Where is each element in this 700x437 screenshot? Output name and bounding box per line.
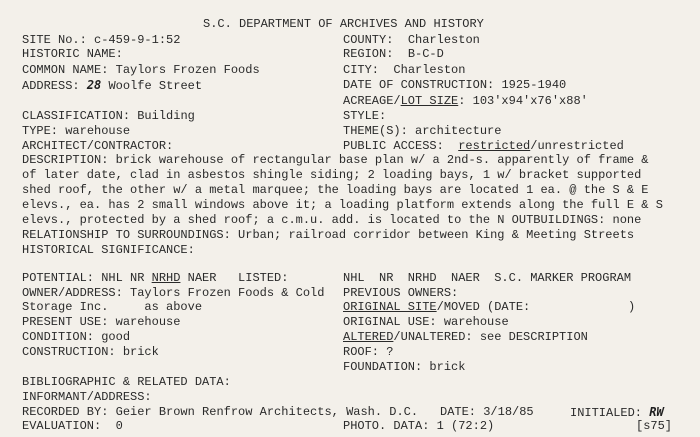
roof-value: ?: [386, 345, 394, 359]
common-name-label: COMMON NAME:: [22, 63, 109, 77]
city-label: CITY:: [343, 63, 380, 77]
initialed-field: [570, 405, 664, 420]
historical-significance-label: HISTORICAL SIGNIFICANCE:: [22, 243, 195, 257]
city-field: [343, 63, 465, 77]
county-value: Charleston: [407, 33, 480, 47]
address-number: 28: [86, 78, 102, 92]
owner-line2: Storage Inc. as above: [22, 300, 203, 314]
address-field: [22, 78, 202, 93]
photo-data-label: PHOTO. DATA:: [343, 419, 430, 433]
description-line: shed roof, the other w/ a metal marquee; the loading bays are located 1 ea. @ the S & E: [22, 183, 649, 197]
construction-value: brick: [122, 345, 159, 359]
acreage-colon: :: [458, 94, 466, 108]
initialed-value: RW: [649, 405, 664, 419]
present-use-value: warehouse: [115, 315, 181, 329]
owner-line1: Taylors Frozen Foods & Cold: [130, 286, 325, 300]
description-line: elevs., protected by a shed roof; a c.m.u. add. is located to the N OUTBUILDINGS: none: [22, 213, 642, 227]
county-field: [343, 33, 480, 47]
owner-label: OWNER/ADDRESS:: [22, 286, 123, 300]
description-line: DESCRIPTION: brick warehouse of rectangular base plan w/ a 2nd-s. apparently of frame &: [22, 153, 649, 167]
roof-field: [343, 345, 393, 359]
date-value: 3/18/85: [483, 405, 534, 419]
architect-label: ARCHITECT/CONTRACTOR:: [22, 139, 174, 153]
address-street: Woolfe Street: [108, 79, 203, 93]
site-no-value: c-459-9-1:52: [94, 33, 181, 47]
relationship-field: [22, 228, 634, 242]
region-value: B-C-D: [407, 47, 444, 61]
altered-value: see DESCRIPTION: [479, 330, 588, 344]
condition-field: [22, 330, 130, 344]
card-title: S.C. DEPARTMENT OF ARCHIVES AND HISTORY: [203, 17, 484, 31]
themes-value: architecture: [415, 124, 502, 138]
original-site-rest: /MOVED (DATE:: [436, 300, 531, 314]
potential-field: [22, 271, 288, 285]
date-of-construction-label: DATE OF CONSTRUCTION:: [343, 78, 495, 92]
city-value: Charleston: [393, 63, 466, 77]
historical-significance-field: [22, 243, 195, 257]
county-label: COUNTY:: [343, 33, 394, 47]
bibliographic-field: [22, 375, 231, 389]
photo-data-field: [343, 419, 494, 433]
original-site-field: [343, 300, 530, 314]
classification-label: CLASSIFICATION:: [22, 109, 131, 123]
type-field: [22, 124, 130, 138]
style-label: STYLE:: [343, 109, 387, 123]
potential-label: POTENTIAL: NHL NR: [22, 271, 152, 285]
relationship-value: Urban; railroad corridor between King & Meeting Streets: [238, 228, 635, 242]
relationship-label: RELATIONSHIP TO SURROUNDINGS:: [22, 228, 231, 242]
region-label: REGION:: [343, 47, 394, 61]
recorded-by-label: RECORDED BY:: [22, 405, 109, 419]
previous-owners-field: [343, 286, 458, 300]
type-label: TYPE:: [22, 124, 59, 138]
style-field: [343, 109, 386, 123]
present-use-label: PRESENT USE:: [22, 315, 109, 329]
type-value: warehouse: [65, 124, 131, 138]
evaluation-field: [22, 419, 123, 433]
recorded-by-field: [22, 405, 418, 419]
owner-field: [22, 286, 324, 300]
altered-selected: ALTERED: [343, 330, 394, 344]
previous-owners-label: PREVIOUS OWNERS:: [343, 286, 459, 300]
site-no-label: SITE No.:: [22, 33, 87, 47]
lot-size-label: LOT SIZE: [400, 94, 459, 108]
description-line: of later date, clad in asbestos shingle siding; 2 loading bays, 1 w/ bracket supported: [22, 168, 642, 182]
original-use-label: ORIGINAL USE:: [343, 315, 437, 329]
date-label: DATE:: [440, 405, 477, 419]
original-use-value: warehouse: [443, 315, 509, 329]
listed-options: NHL NR NRHD NAER S.C. MARKER PROGRAM: [343, 271, 632, 285]
informant-field: [22, 390, 152, 404]
public-access-other: /unrestricted: [530, 139, 624, 153]
common-name-value: Taylors Frozen Foods: [115, 63, 260, 77]
original-use-field: [343, 315, 509, 329]
architect-field: [22, 139, 173, 153]
potential-rest: NAER LISTED:: [180, 271, 289, 285]
construction-field: [22, 345, 159, 359]
construction-label: CONSTRUCTION:: [22, 345, 116, 359]
public-access-selected: restricted: [458, 139, 531, 153]
present-use-field: [22, 315, 180, 329]
acreage-value: 103'x94'x76'x88': [472, 94, 588, 108]
recorded-by-value: Geier Brown Renfrow Architects, Wash. D.C.: [115, 405, 419, 419]
classification-value: Building: [137, 109, 195, 123]
common-name-field: [22, 63, 260, 77]
evaluation-value: 0: [115, 419, 123, 433]
themes-label: THEME(S):: [343, 124, 408, 138]
foundation-label: FOUNDATION:: [343, 360, 423, 374]
description-line: elevs., ea. has 2 small windows above it; a loading platform extends along the full E & S: [22, 198, 663, 212]
public-access-label: PUBLIC ACCESS:: [343, 139, 444, 153]
initialed-label: INITIALED:: [570, 406, 643, 420]
public-access-field: [343, 139, 624, 153]
original-site-selected: ORIGINAL SITE: [343, 300, 437, 314]
photo-data-value: 1 (72:2): [436, 419, 495, 433]
historic-name-label: HISTORIC NAME:: [22, 47, 123, 61]
acreage-label: ACREAGE/: [343, 94, 401, 108]
address-label: ADDRESS:: [22, 79, 80, 93]
historic-name-field: [22, 47, 123, 61]
themes-field: [343, 124, 501, 138]
altered-rest: /UNALTERED:: [393, 330, 473, 344]
roof-label: ROOF:: [343, 345, 380, 359]
foundation-value: brick: [429, 360, 466, 374]
date-of-construction-field: [343, 78, 566, 92]
altered-field: [343, 330, 588, 344]
condition-label: CONDITION:: [22, 330, 95, 344]
region-field: [343, 47, 444, 61]
informant-label: INFORMANT/ADDRESS:: [22, 390, 152, 404]
site-no-field: [22, 33, 180, 47]
evaluation-label: EVALUATION:: [22, 419, 102, 433]
date-field: [440, 405, 534, 419]
foundation-field: [343, 360, 465, 374]
acreage-field: [343, 94, 588, 108]
bibliographic-label: BIBLIOGRAPHIC & RELATED DATA:: [22, 375, 231, 389]
original-site-close: ): [628, 300, 636, 314]
card-code: [s75]: [636, 419, 673, 433]
potential-nrhd: NRHD: [151, 271, 181, 285]
classification-field: [22, 109, 195, 123]
date-of-construction-value: 1925-1940: [501, 78, 567, 92]
condition-value: good: [101, 330, 131, 344]
